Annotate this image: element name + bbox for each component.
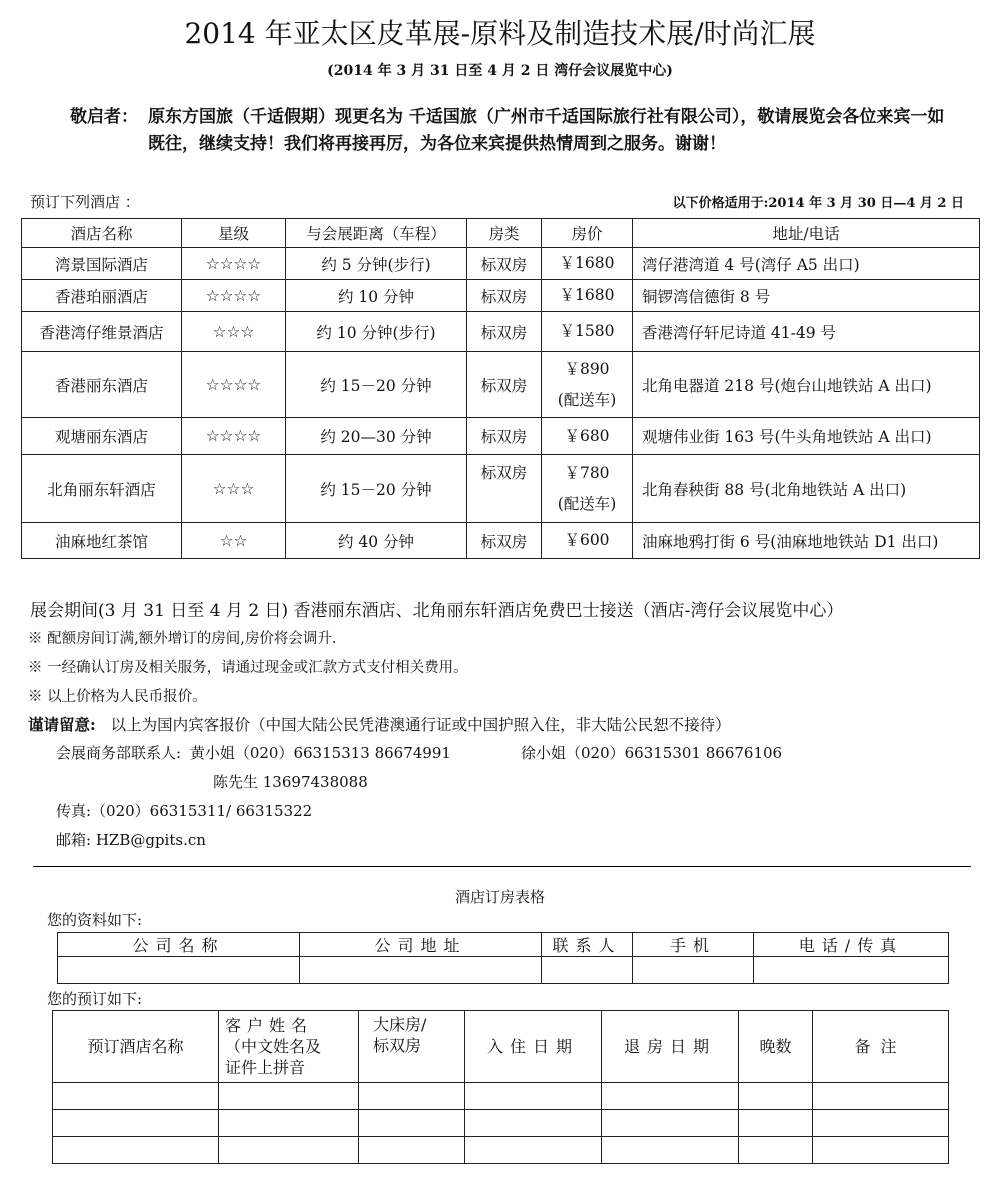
booking-row <box>53 1137 949 1164</box>
booking-cell[interactable] <box>813 1083 949 1110</box>
price-value: ￥890 <box>564 359 610 378</box>
note-item: ※ 一经确认订房及相关服务，请通过现金或汇款方式支付相关费用。 <box>28 660 468 676</box>
note-item: ※ 以上价格为人民币报价。 <box>28 689 207 705</box>
star-rating: ☆☆☆ <box>182 455 286 523</box>
room-price: ￥600 <box>542 523 633 559</box>
distance: 约 20—30 分钟 <box>286 418 467 455</box>
room-type: 标双房 <box>467 248 542 280</box>
free-shuttle-notice: 展会期间(3 月 31 日至 4 月 2 日) 香港丽东酒店、北角丽东轩酒店免费巴士接送（酒店-湾仔会议展览中心） <box>30 601 844 621</box>
column-header: 晚数 <box>739 1011 813 1083</box>
price-note: (配送车) <box>557 494 617 513</box>
notice-text: 原东方国旅（千适假期）现更名为 千适国旅（广州市千适国际旅行社有限公司），敬请展览会各位来宾一如既往，继续支持！我们将再接再厉，为各位来宾提供热情周到之服务。谢谢！ <box>148 107 945 154</box>
contact-person: 徐小姐（020）66315301 86676106 <box>521 744 783 762</box>
distance: 约 5 分钟(步行) <box>286 248 467 280</box>
page-title: 2014 年亚太区皮革展-原料及制造技术展/时尚汇展 <box>184 17 816 50</box>
booking-cell[interactable] <box>219 1110 359 1137</box>
star-rating: ☆☆☆☆ <box>182 280 286 312</box>
room-type: 标双房 <box>467 523 542 559</box>
room-price: ￥1580 <box>542 312 633 352</box>
event-dates-venue: (2014 年 3 月 31 日至 4 月 2 日 湾仔会议展览中心) <box>327 63 673 79</box>
table-row <box>22 352 980 418</box>
room-type: 标双房 <box>467 418 542 455</box>
booking-cell[interactable] <box>359 1137 465 1164</box>
column-header: 公司名称 <box>58 933 300 957</box>
table-header-row <box>22 219 980 248</box>
column-header: 入住日期 <box>465 1011 602 1083</box>
hotel-name: 北角丽东轩酒店 <box>22 455 182 523</box>
column-header-line: 大床房/ <box>373 1015 427 1034</box>
contact-person: 陈先生 13697438088 <box>213 773 368 791</box>
section-divider <box>33 866 971 867</box>
room-price <box>542 352 633 418</box>
booking-cell[interactable] <box>219 1083 359 1110</box>
column-header: 房类 <box>467 219 542 248</box>
hotels-section-label: 预订下列酒店 ： <box>30 193 140 211</box>
column-header-line: 标双房 <box>373 1036 422 1055</box>
hotel-name: 油麻地红茶馆 <box>22 523 182 559</box>
booking-row <box>53 1110 949 1137</box>
hotel-price-table <box>21 218 980 559</box>
column-header: 地址/电话 <box>633 219 980 248</box>
distance: 约 10 分钟(步行) <box>286 312 467 352</box>
column-header-line: 客户姓名 <box>225 1016 314 1035</box>
note-item: ※ 配额房间订满,额外增订的房间,房价将会调升. <box>28 631 337 647</box>
attention-text: 以上为国内宾客报价（中国大陆公民凭港澳通行证或中国护照入住，非大陆公民恕不接待） <box>110 716 731 734</box>
booking-cell[interactable] <box>53 1137 219 1164</box>
column-header <box>219 1011 359 1083</box>
table-row <box>22 248 980 280</box>
hotel-address: 北角春秧街 88 号(北角地铁站 A 出口) <box>633 455 980 523</box>
table-row <box>22 455 980 523</box>
table-row <box>22 523 980 559</box>
booking-info-label: 您的预订如下: <box>47 990 143 1008</box>
column-header: 电话/传真 <box>754 933 949 957</box>
column-header: 酒店名称 <box>22 219 182 248</box>
table-header-row <box>53 1011 949 1083</box>
table-header-row <box>58 933 949 957</box>
star-rating: ☆☆☆☆ <box>182 352 286 418</box>
distance: 约 40 分钟 <box>286 523 467 559</box>
room-type: 标双房 <box>467 280 542 312</box>
booking-cell[interactable] <box>602 1083 739 1110</box>
star-rating: ☆☆ <box>182 523 286 559</box>
booking-cell[interactable] <box>359 1110 465 1137</box>
room-price: ￥1680 <box>542 280 633 312</box>
phone-fax-cell[interactable] <box>754 957 949 984</box>
room-type: 标双房 <box>467 352 542 418</box>
distance: 约 15－20 分钟 <box>286 455 467 523</box>
booking-row <box>53 1083 949 1110</box>
attention-line <box>28 713 731 735</box>
booking-cell[interactable] <box>739 1110 813 1137</box>
booking-cell[interactable] <box>739 1083 813 1110</box>
email-address: 邮箱: HZB@gpits.cn <box>56 831 206 849</box>
mobile-cell[interactable] <box>633 957 754 984</box>
price-validity: 以下价格适用于:2014 年 3 月 30 日—4 月 2 日 <box>672 196 964 211</box>
hotel-name: 香港珀丽酒店 <box>22 280 182 312</box>
booking-cell[interactable] <box>359 1083 465 1110</box>
fax-number: 传真:（020）66315311/ 66315322 <box>56 802 313 820</box>
booking-cell[interactable] <box>465 1110 602 1137</box>
hotel-name: 香港丽东酒店 <box>22 352 182 418</box>
column-header: 与会展距离（车程） <box>286 219 467 248</box>
hotel-address: 油麻地鸦打街 6 号(油麻地地铁站 D1 出口) <box>633 523 980 559</box>
column-header <box>359 1011 465 1083</box>
price-value: ￥780 <box>564 463 610 482</box>
customer-info-table <box>57 932 949 984</box>
column-header: 联系人 <box>542 933 633 957</box>
column-header-line: （中文姓名及 <box>225 1037 322 1056</box>
company-name-cell[interactable] <box>58 957 300 984</box>
star-rating: ☆☆☆☆ <box>182 418 286 455</box>
column-header: 预订酒店名称 <box>53 1011 219 1083</box>
price-note: (配送车) <box>557 390 617 409</box>
hotel-name: 湾景国际酒店 <box>22 248 182 280</box>
booking-cell[interactable] <box>465 1083 602 1110</box>
form-title: 酒店订房表格 <box>454 888 545 906</box>
distance: 约 10 分钟 <box>286 280 467 312</box>
room-type: 标双房 <box>467 312 542 352</box>
star-rating: ☆☆☆ <box>182 312 286 352</box>
contact-dept-label: 会展商务部联系人: <box>56 744 182 762</box>
booking-cell[interactable] <box>602 1137 739 1164</box>
contact-line <box>56 742 451 763</box>
table-row <box>22 280 980 312</box>
booking-cell[interactable] <box>602 1110 739 1137</box>
booking-cell[interactable] <box>813 1137 949 1164</box>
input-row <box>58 957 949 984</box>
booking-cell[interactable] <box>53 1083 219 1110</box>
column-header: 退房日期 <box>602 1011 739 1083</box>
notice-label: 敬启者： <box>70 107 138 127</box>
company-address-cell[interactable] <box>300 957 542 984</box>
column-header-line: 证件上拼音 <box>225 1058 306 1077</box>
booking-cell[interactable] <box>739 1137 813 1164</box>
hotel-address: 铜锣湾信德街 8 号 <box>633 280 980 312</box>
contact-person: 黄小姐（020）66315313 86674991 <box>189 744 451 762</box>
room-price <box>542 455 633 523</box>
contact-person-cell[interactable] <box>542 957 633 984</box>
hotel-name: 香港湾仔维景酒店 <box>22 312 182 352</box>
table-row <box>22 312 980 352</box>
booking-cell[interactable] <box>53 1110 219 1137</box>
column-header: 星级 <box>182 219 286 248</box>
column-header: 手机 <box>633 933 754 957</box>
hotel-address: 湾仔港湾道 4 号(湾仔 A5 出口) <box>633 248 980 280</box>
room-price: ￥1680 <box>542 248 633 280</box>
booking-table <box>52 1010 949 1164</box>
customer-info-label: 您的资料如下: <box>47 911 143 929</box>
notice-paragraph <box>70 104 950 158</box>
column-header: 房价 <box>542 219 633 248</box>
distance: 约 15－20 分钟 <box>286 352 467 418</box>
hotel-address: 北角电器道 218 号(炮台山地铁站 A 出口) <box>633 352 980 418</box>
attention-label: 谨请留意: <box>28 715 96 734</box>
booking-cell[interactable] <box>219 1137 359 1164</box>
room-type: 标双房 <box>467 455 542 523</box>
hotel-address: 观塘伟业街 163 号(牛头角地铁站 A 出口) <box>633 418 980 455</box>
hotel-name: 观塘丽东酒店 <box>22 418 182 455</box>
column-header: 公司地址 <box>300 933 542 957</box>
column-header: 备注 <box>813 1011 949 1083</box>
star-rating: ☆☆☆☆ <box>182 248 286 280</box>
table-row <box>22 418 980 455</box>
booking-cell[interactable] <box>465 1137 602 1164</box>
hotel-address: 香港湾仔轩尼诗道 41-49 号 <box>633 312 980 352</box>
booking-cell[interactable] <box>813 1110 949 1137</box>
room-price: ￥680 <box>542 418 633 455</box>
